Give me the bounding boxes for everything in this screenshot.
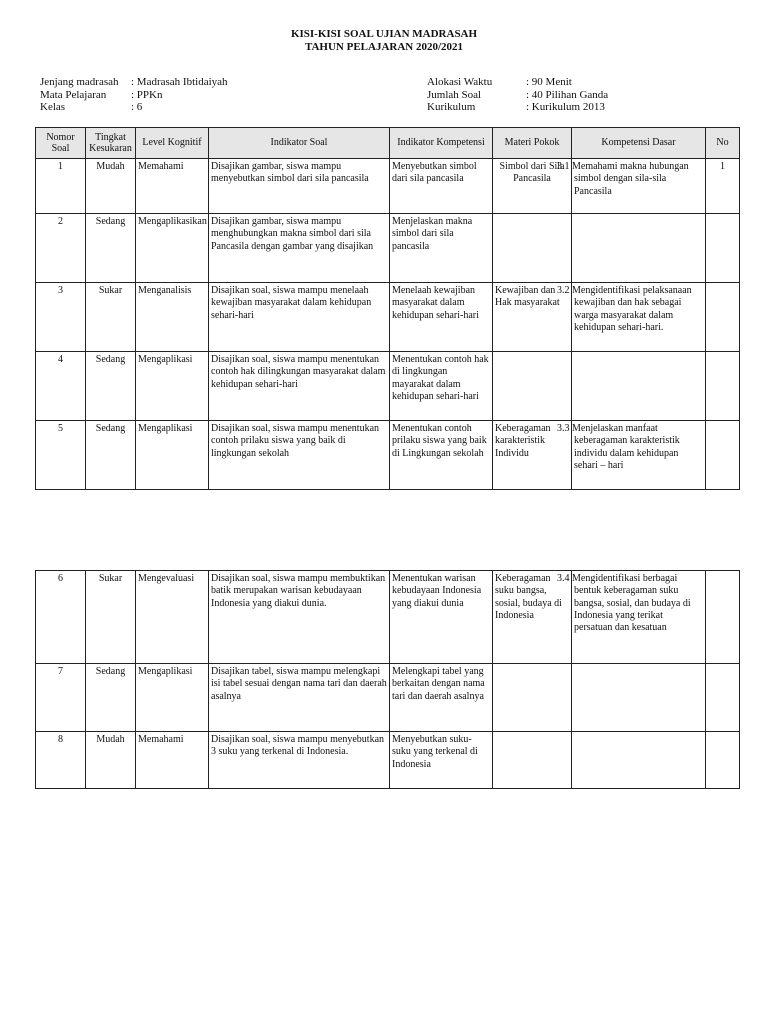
cell-kd bbox=[572, 664, 706, 732]
table-row bbox=[36, 664, 740, 732]
info-row-kelas bbox=[40, 101, 228, 114]
cell-no bbox=[706, 421, 740, 490]
table-row bbox=[36, 421, 740, 490]
cell-tingkat: Sedang bbox=[86, 421, 136, 490]
info-label: Alokasi Waktu bbox=[427, 76, 493, 88]
title-line-1: KISI-KISI SOAL UJIAN MADRASAH bbox=[290, 28, 478, 40]
cell-materi bbox=[493, 352, 572, 421]
info-value: : PPKn bbox=[131, 88, 163, 101]
cell-indikator-soal: Disajikan soal, siswa mampu menentukan contoh prilaku siswa yang baik di lingkungan sekolah bbox=[209, 421, 390, 490]
table-header-row bbox=[36, 128, 740, 159]
info-label: Kelas bbox=[40, 101, 66, 113]
cell-tingkat: Mudah bbox=[86, 159, 136, 214]
cell-indikator-kompetensi: Menyebutkan suku-suku yang terkenal di Indonesia bbox=[390, 732, 493, 789]
cell-kd bbox=[572, 214, 706, 283]
cell-no bbox=[706, 214, 740, 283]
cell-level: Menganalisis bbox=[136, 283, 209, 352]
table-row bbox=[36, 732, 740, 789]
kisi-table-1 bbox=[35, 127, 740, 490]
cell-level: Mengaplikasi bbox=[136, 421, 209, 490]
cell-nomor: 7 bbox=[36, 664, 86, 732]
cell-level: Memahami bbox=[136, 732, 209, 789]
cell-kd: 3.1 Memahami makna hubungan simbol dengan sila-sila Pancasila bbox=[572, 159, 706, 214]
cell-kd bbox=[572, 352, 706, 421]
cell-kd bbox=[572, 732, 706, 789]
info-label: Jenjang madrasah bbox=[40, 76, 119, 88]
cell-level: Mengaplikasi bbox=[136, 352, 209, 421]
cell-indikator-kompetensi: Menentukan contoh prilaku siswa yang baik di Lingkungan sekolah bbox=[390, 421, 493, 490]
cell-nomor: 1 bbox=[36, 159, 86, 214]
cell-indikator-kompetensi: Menyebutkan simbol dari sila pancasila bbox=[390, 159, 493, 214]
cell-level: Mengevaluasi bbox=[136, 571, 209, 664]
header-materi-pokok: Materi Pokok bbox=[493, 128, 572, 159]
cell-tingkat: Mudah bbox=[86, 732, 136, 789]
info-row-alokasi bbox=[427, 76, 608, 89]
table-row bbox=[36, 283, 740, 352]
cell-level: Memahami bbox=[136, 159, 209, 214]
info-left bbox=[40, 76, 228, 114]
cell-materi: Kewajiban dan Hak masyarakat bbox=[493, 283, 572, 352]
cell-level: Mengaplikasikan bbox=[136, 214, 209, 283]
cell-materi: Keberagaman suku bangsa, sosial, budaya di Indonesia bbox=[493, 571, 572, 664]
cell-no bbox=[706, 664, 740, 732]
cell-nomor: 6 bbox=[36, 571, 86, 664]
info-label: Kurikulum bbox=[427, 101, 476, 113]
cell-tingkat: Sukar bbox=[86, 283, 136, 352]
cell-indikator-soal: Disajikan gambar, siswa mampu menghubungkan makna simbol dari sila Pancasila dengan gambar yang disajikan bbox=[209, 214, 390, 283]
header-tingkat-kesukaran: Tingkat Kesukaran bbox=[86, 128, 136, 159]
cell-indikator-kompetensi: Menjelaskan makna simbol dari sila pancasila bbox=[390, 214, 493, 283]
info-right bbox=[427, 76, 608, 114]
info-value: : Kurikulum 2013 bbox=[526, 101, 605, 113]
cell-materi bbox=[493, 214, 572, 283]
info-label: Jumlah Soal bbox=[427, 88, 482, 101]
cell-indikator-soal: Disajikan soal, siswa mampu menyebutkan 3 suku yang terkenal di Indonesia. bbox=[209, 732, 390, 789]
cell-indikator-soal: Disajikan gambar, siswa mampu menyebutkan simbol dari sila pancasila bbox=[209, 159, 390, 214]
info-value: : Madrasah Ibtidaiyah bbox=[131, 76, 228, 88]
info-value: : 90 Menit bbox=[526, 76, 572, 88]
info-row-jumlah bbox=[427, 89, 608, 102]
cell-no bbox=[706, 283, 740, 352]
header-indikator-kompetensi: Indikator Kompetensi bbox=[390, 128, 493, 159]
cell-no: 1 bbox=[706, 159, 740, 214]
info-value: : 6 bbox=[131, 101, 143, 113]
header-level-kognitif: Level Kognitif bbox=[136, 128, 209, 159]
cell-level: Mengaplikasi bbox=[136, 664, 209, 732]
cell-no bbox=[706, 732, 740, 789]
cell-nomor: 5 bbox=[36, 421, 86, 490]
cell-no bbox=[706, 352, 740, 421]
title-line-2: TAHUN PELAJARAN 2020/2021 bbox=[304, 41, 464, 53]
cell-kd: 3.4 Mengidentifikasi berbagai bentuk keberagaman suku bangsa, sosial, dan budaya di Indonesia yang terikat persatuan dan kesatuan bbox=[572, 571, 706, 664]
cell-no bbox=[706, 571, 740, 664]
cell-indikator-kompetensi: Melengkapi tabel yang berkaitan dengan nama tari dan daerah asalnya bbox=[390, 664, 493, 732]
info-label: Mata Pelajaran bbox=[40, 88, 107, 101]
cell-indikator-soal: Disajikan tabel, siswa mampu melengkapi isi tabel sesuai dengan nama tari dan daerah asalnya bbox=[209, 664, 390, 732]
cell-indikator-soal: Disajikan soal, siswa mampu menelaah kewajiban masyarakat dalam kehidupan sehari-hari bbox=[209, 283, 390, 352]
cell-nomor: 8 bbox=[36, 732, 86, 789]
cell-indikator-kompetensi: Menelaah kewajiban masyarakat dalam kehidupan sehari-hari bbox=[390, 283, 493, 352]
cell-tingkat: Sedang bbox=[86, 352, 136, 421]
cell-nomor: 2 bbox=[36, 214, 86, 283]
cell-tingkat: Sukar bbox=[86, 571, 136, 664]
header-kompetensi-dasar: Kompetensi Dasar bbox=[572, 128, 706, 159]
cell-indikator-soal: Disajikan soal, siswa mampu menentukan contoh hak dilingkungan masyarakat dalam kehidupan sehari-hari bbox=[209, 352, 390, 421]
header-nomor-soal: Nomor Soal bbox=[36, 128, 86, 159]
document-title bbox=[0, 28, 768, 54]
cell-tingkat: Sedang bbox=[86, 664, 136, 732]
cell-kd: 3.3 Menjelaskan manfaat keberagaman karakteristik individu dalam kehidupan sehari – hari bbox=[572, 421, 706, 490]
cell-nomor: 3 bbox=[36, 283, 86, 352]
cell-indikator-kompetensi: Menentukan warisan kebudayaan Indonesia yang diakui dunia bbox=[390, 571, 493, 664]
cell-materi: Keberagaman karakteristik Individu bbox=[493, 421, 572, 490]
info-row-mapel bbox=[40, 89, 228, 102]
cell-indikator-kompetensi: Menentukan contoh hak di lingkungan mayarakat dalam kehidupan sehari-hari bbox=[390, 352, 493, 421]
cell-materi bbox=[493, 664, 572, 732]
kisi-table-2 bbox=[35, 570, 740, 789]
table-row bbox=[36, 352, 740, 421]
cell-kd: 3.2 Mengidentifikasi pelaksanaan kewajiban dan hak sebagai warga masyarakat dalam kehidupan sehari-hari. bbox=[572, 283, 706, 352]
header-no: No bbox=[706, 128, 740, 159]
cell-materi: Simbol dari Sila Pancasila bbox=[493, 159, 572, 214]
info-row-jenjang bbox=[40, 76, 228, 89]
info-row-kurikulum bbox=[427, 101, 608, 114]
info-value: : 40 Pilihan Ganda bbox=[526, 88, 609, 101]
table-row bbox=[36, 571, 740, 664]
table-row bbox=[36, 214, 740, 283]
cell-materi bbox=[493, 732, 572, 789]
header-indikator-soal: Indikator Soal bbox=[209, 128, 390, 159]
cell-nomor: 4 bbox=[36, 352, 86, 421]
table-row bbox=[36, 159, 740, 214]
cell-tingkat: Sedang bbox=[86, 214, 136, 283]
cell-indikator-soal: Disajikan soal, siswa mampu membuktikan batik merupakan warisan kebudayaan Indonesia yang diakui dunia. bbox=[209, 571, 390, 664]
